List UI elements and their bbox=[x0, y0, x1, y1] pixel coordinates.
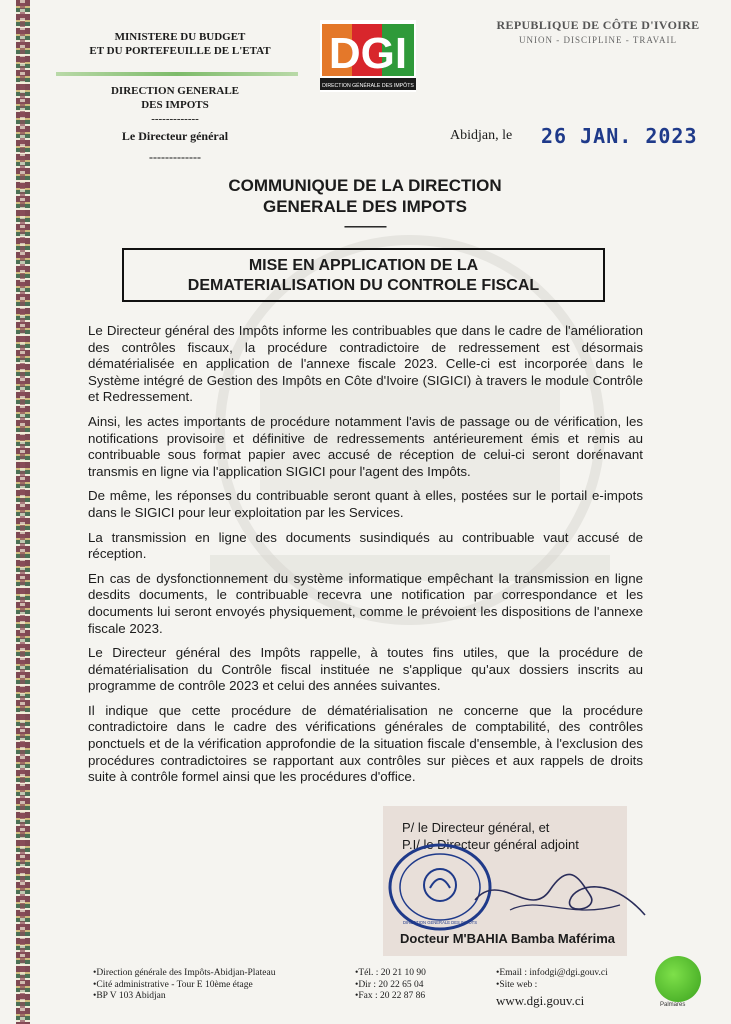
republic-motto: UNION - DISCIPLINE - TRAVAIL bbox=[519, 35, 677, 45]
footer-website-link[interactable]: www.dgi.gouv.ci bbox=[496, 993, 585, 1008]
paragraph-2: Ainsi, les actes importants de procédure notamment l'avis de passage ou de vérification, les notifications provisoire et définitive de redressements antérieurement émis et remis au contribuable sous format papier avec accusé de réception de celui-ci seront dorénavant transmis en ligne via l'application SIGICI pour l'agent des Impôts. bbox=[88, 413, 643, 479]
ministry-line1: MINISTERE DU BUDGET bbox=[114, 31, 246, 43]
stamp-text: DIRECTION GENERALE DES IMPOTS bbox=[403, 920, 477, 925]
footer-tel: •Tél. : 20 21 10 90 bbox=[355, 968, 426, 978]
date-stamp: 26 JAN. 2023 bbox=[541, 124, 698, 148]
subject-box bbox=[122, 248, 605, 302]
footer-site-label: •Site web : bbox=[496, 979, 538, 990]
footer-address-line1: •Direction générale des Impôts-Abidjan-Plateau bbox=[93, 968, 276, 978]
footer-dir: •Dir : 20 22 65 04 bbox=[355, 979, 424, 990]
dgi-logo bbox=[320, 20, 416, 92]
communique-title-line1: COMMUNIQUE DE LA DIRECTION bbox=[228, 176, 502, 195]
footer-fax: •Fax : 20 22 87 86 bbox=[355, 991, 426, 1001]
republic-title: REPUBLIQUE DE CÔTE D'IVOIRE bbox=[496, 18, 700, 32]
direction-dashes: ------------- bbox=[151, 113, 199, 125]
direction-line2: DES IMPOTS bbox=[141, 99, 209, 111]
decorative-border bbox=[16, 0, 30, 1024]
palmares-badge-icon bbox=[655, 956, 701, 1002]
direction-line1: DIRECTION GENERALE bbox=[110, 85, 240, 97]
footer-contact bbox=[496, 968, 608, 991]
republic-header bbox=[478, 18, 718, 45]
ministry-header bbox=[60, 30, 300, 58]
footer-address-line2: •Cité administrative - Tour E 10ème étage bbox=[93, 979, 253, 990]
paragraph-5: En cas de dysfonctionnement du système informatique empêchant la transmission en ligne desdits documents, le contribuable recevra une notification par correspondance et les documents lui seront envoyés physiquement, comme le prévoient les dispositions de l'annexe fiscale 2023. bbox=[88, 570, 643, 636]
paragraph-6: Le Directeur général des Impôts rappelle, à toutes fins utiles, que la procédure de dématérialisation du Contrôle fiscal instituée ne s'applique qu'aux dossiers inscrits au programme de contrôle 2023 et celui des années suivantes. bbox=[88, 645, 643, 694]
communique-title bbox=[120, 175, 610, 217]
director-dashes: ------------- bbox=[149, 150, 201, 164]
signatory-name: Docteur M'BAHIA Bamba Maférima bbox=[400, 931, 615, 946]
paragraph-1: Le Directeur général des Impôts informe les contribuables que dans le cadre de l'amélioration des contrôles fiscaux, la procédure contradictoire de redressement est désormais dématérialisée en application de l'annexe fiscale 2023. Celle-ci est incorporée dans le Système intégré de Gestion des Impôts en Côte d'Ivoire (SIGICI) à travers le module Contrôle et Redressement. bbox=[88, 323, 643, 405]
footer-address bbox=[93, 968, 275, 1003]
communique-body bbox=[88, 323, 643, 794]
signature-line1: P/ le Directeur général, et bbox=[402, 820, 550, 835]
handwritten-signature bbox=[470, 860, 650, 930]
footer-phones bbox=[355, 968, 426, 1003]
communique-title-line2: GENERALE DES IMPOTS bbox=[262, 197, 468, 216]
paragraph-7: Il indique que cette procédure de dématérialisation ne concerne que la procédure contradictoire dans le cadre des vérifications générales de comptabilité, des contrôles ponctuels et de la vérification approfondie de la situation fiscale d'ensemble, à l'exclusion des procédures contradictoires se rapportant aux contrôles sur pièces et aux rappels de droits suite à contrôle formel ainsi que les procédures d'office. bbox=[88, 702, 643, 785]
paragraph-4: La transmission en ligne des documents susindiqués au contribuable vaut accusé de réception. bbox=[88, 529, 643, 562]
signature-line2: P.I/ le Directeur général adjoint bbox=[402, 837, 579, 852]
palmares-label: Palmares bbox=[660, 1002, 686, 1008]
paragraph-3: De même, les réponses du contribuable seront quant à elles, postées sur le portail e-impots dans le SIGICI pour leur exploitation par les Services. bbox=[88, 488, 643, 520]
date-place: Abidjan, le bbox=[450, 128, 513, 143]
header-divider bbox=[56, 72, 298, 76]
title-separator: -------------- bbox=[344, 219, 386, 233]
footer-email: •Email : infodgi@dgi.gouv.ci bbox=[496, 968, 608, 978]
subject-line1: MISE EN APPLICATION DE LA bbox=[248, 257, 479, 274]
logo-subtitle: DIRECTION GÉNÉRALE DES IMPÔTS bbox=[322, 83, 414, 89]
footer-address-line3: •BP V 103 Abidjan bbox=[93, 991, 166, 1001]
subject-line2: DEMATERIALISATION DU CONTROLE FISCAL bbox=[187, 277, 540, 294]
direction-header bbox=[60, 84, 290, 126]
ministry-line2: ET DU PORTEFEUILLE DE L'ETAT bbox=[89, 45, 271, 57]
director-title: Le Directeur général bbox=[121, 129, 229, 143]
director-title-block bbox=[60, 129, 290, 165]
logo-text: DGI bbox=[328, 29, 408, 78]
